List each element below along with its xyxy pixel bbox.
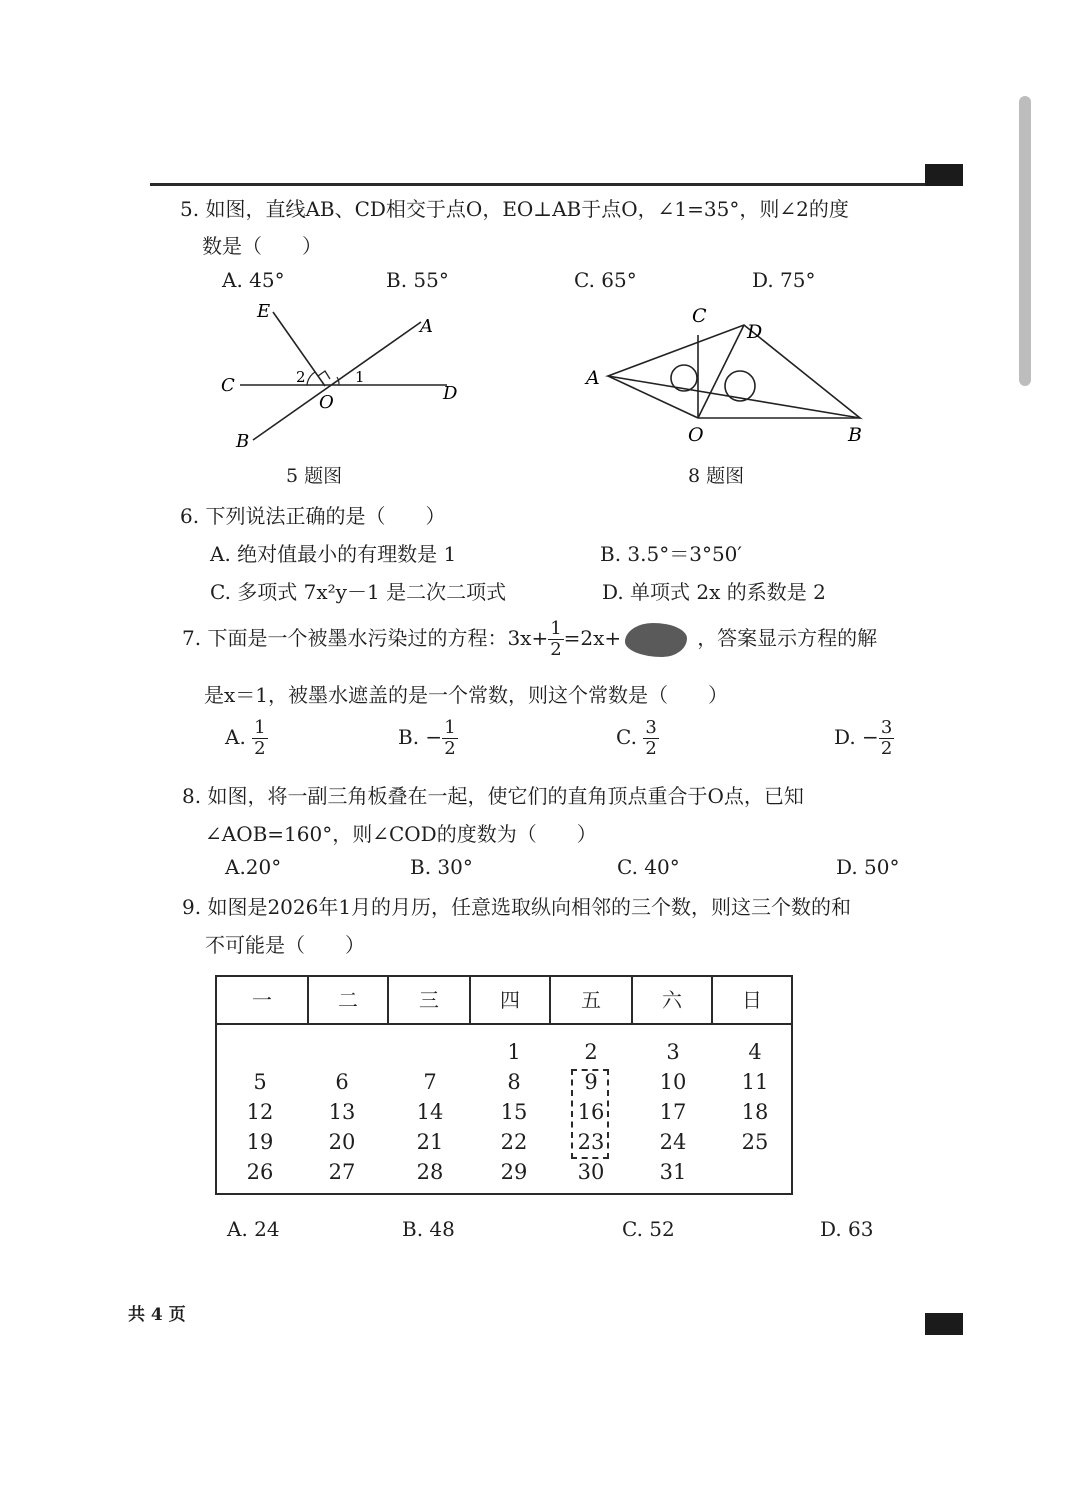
q6-option-b: B. 3.5°＝3°50′ (600, 542, 742, 566)
calendar-day: 14 (416, 1100, 444, 1124)
calendar-day: 25 (741, 1130, 769, 1154)
q6-stem: 6. 下列说法正确的是（ ） (180, 504, 446, 528)
calendar-day: 19 (246, 1130, 274, 1154)
q5-figure-caption: 5 题图 (286, 465, 343, 487)
calendar-day: 7 (423, 1070, 437, 1094)
label-b: B (848, 424, 862, 446)
calendar-weekday: 五 (551, 977, 633, 1023)
q8-stem-line1: 8. 如图，将一副三角板叠在一起，使它们的直角顶点重合于O点，已知 (182, 784, 804, 808)
q7-stem-line2: 是x＝1，被墨水遮盖的是一个常数，则这个常数是（ ） (204, 683, 729, 707)
q5-option-c: C. 65° (574, 268, 637, 292)
corner-marker-top (925, 164, 963, 186)
q9-stem-line2: 不可能是（ ） (205, 933, 365, 957)
option-fraction (643, 718, 658, 759)
q5-stem-line1: 5. 如图，直线AB、CD相交于点O，EO⊥AB于点O，∠1=35°，则∠2的度 (180, 197, 849, 221)
q5-option-a: A. 45° (222, 268, 285, 292)
q9-option-a: A. 24 (227, 1217, 280, 1241)
q5-option-d: D. 75° (752, 268, 816, 292)
calendar-day: 31 (659, 1160, 687, 1184)
fraction-numerator: 1 (254, 717, 266, 738)
q8-stem-line2: ∠AOB=160°，则∠COD的度数为（ ） (205, 822, 597, 846)
calendar-day: 27 (328, 1160, 356, 1184)
q7-stem-fraction (548, 619, 563, 660)
calendar-day: 26 (246, 1160, 274, 1184)
q9-option-b: B. 48 (402, 1217, 455, 1241)
option-sign: − (862, 725, 879, 749)
q8-figure-caption: 8 题图 (688, 465, 745, 487)
calendar-weekday: 四 (471, 977, 551, 1023)
calendar-day: 15 (500, 1100, 528, 1124)
q6-option-d: D. 单项式 2x 的系数是 2 (602, 580, 826, 604)
label-c: C (221, 375, 235, 396)
q7-option-c (616, 718, 659, 759)
selection-dashed-box (571, 1069, 609, 1159)
option-fraction (442, 718, 457, 759)
calendar-weekday: 二 (309, 977, 389, 1023)
option-label: A. (225, 725, 246, 749)
calendar-day: 4 (748, 1040, 762, 1064)
label-angle2: 2 (296, 368, 306, 386)
q7-option-d (834, 718, 894, 759)
calendar-day: 11 (741, 1070, 769, 1094)
page-count-footer: 共 4 页 (128, 1305, 186, 1325)
label-a: A (586, 367, 600, 389)
option-fraction (879, 718, 894, 759)
calendar-day: 17 (659, 1100, 687, 1124)
calendar-day: 22 (500, 1130, 528, 1154)
label-o: O (319, 392, 334, 413)
q9-stem-line1: 9. 如图是2026年1月的月历，任意选取纵向相邻的三个数，则这三个数的和 (182, 895, 852, 919)
option-label: D. (834, 725, 856, 749)
calendar-day: 13 (328, 1100, 356, 1124)
q6-option-a: A. 绝对值最小的有理数是 1 (210, 542, 457, 566)
fraction-denominator: 2 (880, 738, 893, 759)
calendar-header (217, 977, 791, 1025)
q5-figure (215, 298, 465, 458)
label-angle1: 1 (355, 368, 365, 386)
calendar-day: 9 (584, 1070, 598, 1094)
triangle-hole-right (725, 371, 755, 401)
calendar-day: 20 (328, 1130, 356, 1154)
calendar-day: 16 (577, 1100, 605, 1124)
fraction-numerator: 1 (550, 618, 562, 639)
calendar-day: 5 (253, 1070, 267, 1094)
option-sign: − (425, 725, 443, 749)
calendar-weekday: 六 (633, 977, 713, 1023)
q6-option-c: C. 多项式 7x²y－1 是二次二项式 (210, 580, 507, 604)
line-ab (253, 322, 421, 440)
option-label: C. (616, 725, 637, 749)
calendar-day: 8 (507, 1070, 521, 1094)
label-o: O (688, 424, 704, 446)
label-c: C (692, 305, 707, 327)
calendar-day: 28 (416, 1160, 444, 1184)
calendar-day: 24 (659, 1130, 687, 1154)
calendar-day: 10 (659, 1070, 687, 1094)
calendar-day: 3 (666, 1040, 680, 1064)
fraction-denominator: 2 (645, 738, 657, 759)
q7-stem-prefix: 7. 下面是一个被墨水污染过的方程：3x+ (182, 626, 549, 650)
q8-option-c: C. 40° (617, 855, 680, 879)
option-fraction (252, 718, 267, 759)
label-e: E (257, 301, 271, 322)
q7-stem-line1 (182, 614, 877, 662)
q8-figure (582, 300, 867, 448)
label-b: B (236, 431, 250, 452)
calendar-day: 18 (741, 1100, 769, 1124)
calendar-day: 30 (577, 1160, 605, 1184)
angle2-arc (307, 372, 315, 385)
q7-stem-suffix: ，答案显示方程的解 (697, 626, 878, 650)
calendar-day: 6 (335, 1070, 349, 1094)
calendar-day: 1 (507, 1040, 521, 1064)
header-rule (150, 183, 925, 186)
calendar-day: 21 (416, 1130, 444, 1154)
q9-option-c: C. 52 (622, 1217, 675, 1241)
calendar-weekday: 三 (389, 977, 471, 1023)
calendar (215, 975, 793, 1195)
q8-option-b: B. 30° (410, 855, 473, 879)
q8-option-d: D. 50° (836, 855, 900, 879)
fraction-denominator: 2 (550, 639, 562, 660)
fraction-numerator: 3 (880, 717, 893, 738)
fraction-denominator: 2 (254, 738, 266, 759)
calendar-day: 29 (500, 1160, 528, 1184)
calendar-weekday: 一 (217, 977, 309, 1023)
unused (698, 335, 860, 418)
label-a: A (420, 316, 433, 337)
corner-marker-bottom (925, 1313, 963, 1335)
fraction-numerator: 3 (645, 717, 657, 738)
q8-option-a: A.20° (225, 855, 282, 879)
fraction-numerator: 1 (444, 717, 456, 738)
q7-stem-mid: =2x+ (563, 626, 622, 650)
q7-option-a (225, 718, 268, 759)
q9-option-d: D. 63 (820, 1217, 874, 1241)
label-d: D (443, 383, 458, 404)
q5-stem-line2: 数是（ ） (202, 234, 322, 258)
scrollbar[interactable] (1019, 96, 1031, 386)
fraction-denominator: 2 (444, 738, 456, 759)
ink-blot (625, 623, 687, 657)
calendar-day: 23 (577, 1130, 605, 1154)
calendar-weekday: 日 (742, 988, 762, 1012)
calendar-day: 12 (246, 1100, 274, 1124)
option-label: B. (398, 725, 420, 749)
triangle-hole-left (671, 365, 697, 391)
label-d: D (747, 321, 763, 343)
q7-option-b (398, 718, 458, 759)
segment-ao (608, 376, 698, 418)
calendar-day: 2 (584, 1040, 598, 1064)
q5-option-b: B. 55° (386, 268, 449, 292)
